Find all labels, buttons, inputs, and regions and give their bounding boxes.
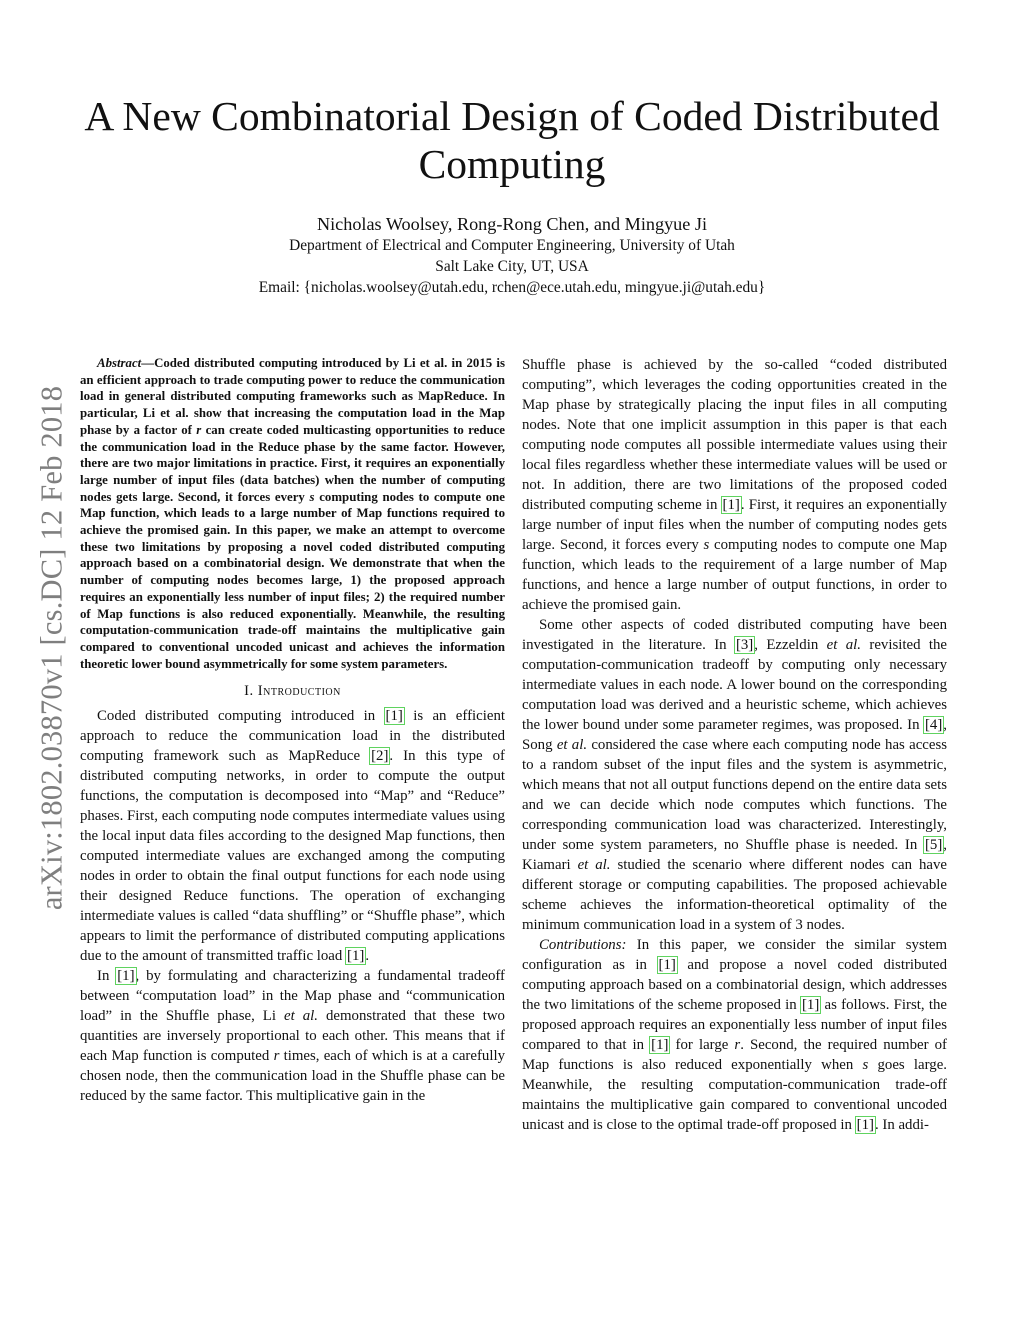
citation-link[interactable]: [1] [117, 968, 135, 985]
abstract-label: Abstract [97, 356, 142, 370]
citation-link[interactable]: [1] [385, 708, 403, 725]
right-column [522, 355, 947, 1135]
citation-link[interactable]: [1] [658, 957, 676, 973]
right-paragraph-2: Some other aspects of coded distributed computing have been investigated in the literature. In [3], Ezzeldin et al. revisited the computation-communication tradeoff by computing only necessary intermediate values in each node. A lower bound on the corresponding computation load was derived and a heuristic scheme, which achieves the lower bound under some parameter regimes, was proposed. In [4], Song et al. considered the case where each computing node has access to a random subset of the input files and the system is asymmetric, which means that not all output functions depend on the entire data sets and we can decide which node computes which functions. The corresponding communication load was characterized. Interestingly, under some system parameters, no Shuffle phase is needed. In [5], Kiamari et al. studied the scenario where different nodes can have different storage or computing capabilities. The proposed achievable scheme achieves the information-theoretical optimality of the minimum communication load in a system of 3 nodes. [522, 617, 948, 933]
section-heading-introduction: I. Introduction [244, 683, 341, 700]
affiliation-location: Salt Lake City, UT, USA [435, 258, 589, 275]
citation-link[interactable]: [1] [347, 948, 365, 965]
citation-link[interactable]: [2] [371, 748, 389, 765]
arxiv-identifier-stamp: arXiv:1802.03870v1 [cs.DC] 12 Feb 2018 [34, 385, 69, 911]
citation-link[interactable]: [1] [856, 1117, 874, 1133]
left-column [80, 355, 505, 1106]
affiliation-department: Department of Electrical and Computer Engineering, University of Utah [289, 237, 735, 254]
citation-link[interactable]: [4] [924, 717, 943, 733]
paper-title: A New Combinatorial Design of Coded Distributed Computing [84, 93, 940, 187]
author-list: Nicholas Woolsey, Rong-Rong Chen, and Mingyue Ji [316, 214, 708, 234]
affiliation-email: Email: {nicholas.woolsey@utah.edu, rchen@ece.utah.edu, mingyue.ji@utah.edu} [258, 279, 766, 296]
intro-paragraph-1: Coded distributed computing introduced in [1] is an efficient approach to reduce the communication load in the distributed computing framework such as MapReduce [2]. In this type of distributed computing networks, in order to compute the output functions, the computation is decomposed into “Map” and “Reduce” phases. First, each computing node computes intermediate values using the local input data files according to the designed Map functions, then computed intermediate values are exchanged among the computing nodes in order to obtain the final output functions for each node using their designed Reduce functions. The operation of exchanging intermediate values is called “data shuffling” or “Shuffle phase”, which appears to limit the performance of distributed computing applications due to the amount of transmitted traffic load [1]. [80, 708, 505, 965]
contributions-label: Contributions: [539, 937, 627, 953]
citation-link[interactable]: [3] [735, 637, 754, 653]
abstract: Abstract—Coded distributed computing introduced by Li et al. in 2015 is an efficient approach to trade computing power to reduce the communication load in general distributed computing frameworks such as MapReduce. In particular, Li et al. show that increasing the computation load in the Map phase by a factor of r can create coded multicasting opportunities to reduce the communication load in the Reduce phase by the same factor. However, there are two major limitations in practice. First, it requires an exponentially large number of input files (data batches) when the number of computing nodes gets large. Second, it forces every s computing nodes to compute one Map function, which leads to a large number of Map functions required to achieve the promised gain. In this paper, we make an attempt to overcome these two limitations by proposing a novel coded distributed computing approach based on a combinatorial design. We demonstrate that when the number of computing nodes becomes large, 1) the proposed approach requires an exponentially less number of input files; 2) the required number of Map functions is also reduced exponentially. Meanwhile, the resulting computation-communication trade-off maintains the multiplicative gain compared to conventional uncoded unicast and achieves the information theoretic lower bound asymmetrically for some system parameters. [80, 356, 505, 671]
citation-link[interactable]: [1] [651, 1037, 669, 1053]
contributions-paragraph: Contributions: In this paper, we consider the similar system configuration as in [1] and propose a novel coded distributed computing approach based on a combinatorial design, which addresses the two limitations of the scheme proposed in [1] as follows. First, the proposed approach requires an exponentially less number of input files compared to that in [1] for large r. Second, the required number of Map functions is also reduced exponentially when s goes large. Meanwhile, the resulting computation-communication trade-off maintains the multiplicative gain compared to conventional uncoded unicast and is close to the optimal trade-off proposed in [1]. In addi- [522, 937, 947, 1133]
citation-link[interactable]: [1] [722, 497, 740, 513]
citation-link[interactable]: [5] [924, 837, 943, 853]
intro-paragraph-2: In [1], by formulating and characterizing a fundamental tradeoff between “computation load” in the Map phase and “communication load” in the Shuffle phase, Li et al. demonstrated that these two quantities are inversely proportional to each other. This means that if each Map function is computed r times, each of which is at a carefully chosen node, then the communication load in the Shuffle phase can be reduced by the same factor. This multiplicative gain in the [80, 968, 505, 1105]
citation-link[interactable]: [1] [801, 997, 820, 1013]
right-paragraph-1: Shuffle phase is achieved by the so-called “coded distributed computing”, which leverages the coding opportunities created in the Map phase by strategically placing the input files in all computing nodes. Note that one implicit assumption in this paper is that each computing node computes all possible intermediate values using their local files regardless whether these intermediate values will be used or not. In addition, there are two limitations of the proposed coded distributed computing scheme in [1]. First, it requires an exponentially large number of input files when the number of computing nodes gets large. Second, it forces every s computing nodes to compute one Map function, which leads to the requirement of a large number of Map functions, and hence a large number of output functions, in order to achieve the promised gain. [522, 357, 948, 613]
